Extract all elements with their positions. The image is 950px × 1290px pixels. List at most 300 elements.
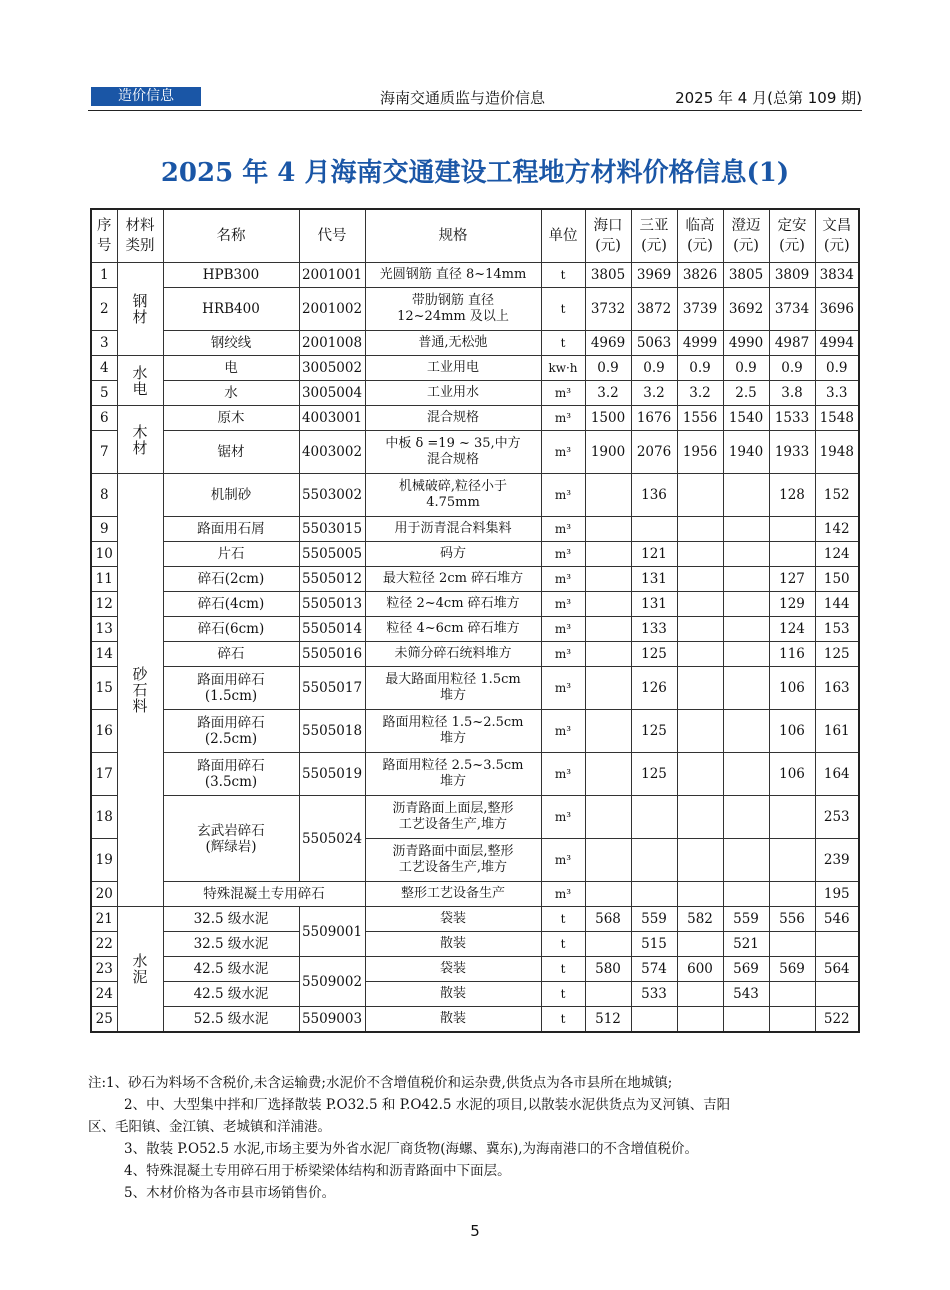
cell-name <box>163 982 299 1007</box>
header-haikou: 海口 (元) <box>585 209 631 263</box>
table-row <box>91 753 859 796</box>
cell-price: 0.9 <box>815 356 859 381</box>
cell-price: 546 <box>815 907 859 932</box>
cell-price: 600 <box>677 957 723 982</box>
cell-code: 5509001 <box>299 907 365 957</box>
table-row <box>91 542 859 567</box>
cell-unit: m³ <box>541 642 585 667</box>
cell-price: 4990 <box>723 331 769 356</box>
cell-code: 5505014 <box>299 617 365 642</box>
table-row <box>91 517 859 542</box>
cell-price: 2.5 <box>723 381 769 406</box>
cell-seq: 23 <box>91 957 117 982</box>
cell-name <box>163 907 299 932</box>
cell-price <box>677 667 723 710</box>
cell-price <box>723 517 769 542</box>
cell-price: 106 <box>769 710 815 753</box>
cell-line: 工艺设备生产,堆方 <box>398 860 508 875</box>
cell-line: 普通,无松弛 <box>418 335 488 350</box>
cell-price <box>585 839 631 882</box>
cell-price <box>723 542 769 567</box>
cell-price: 125 <box>815 642 859 667</box>
cell-unit: t <box>541 263 585 288</box>
cell-spec <box>365 331 541 356</box>
cell-price <box>585 542 631 567</box>
cell-seq: 12 <box>91 592 117 617</box>
cell-price <box>723 642 769 667</box>
table-row <box>91 796 859 839</box>
header-dingan: 定安 (元) <box>769 209 815 263</box>
table-row <box>91 617 859 642</box>
table-row <box>91 982 859 1007</box>
cell-line: 钢绞线 <box>210 335 252 351</box>
cell-seq: 9 <box>91 517 117 542</box>
cell-price: 1540 <box>723 406 769 431</box>
cell-code: 5509002 <box>299 957 365 1007</box>
cell-name <box>163 381 299 406</box>
cell-line: 最大粒径 2cm 碎石堆方 <box>382 571 524 586</box>
cell-spec <box>365 288 541 331</box>
cell-unit: m³ <box>541 381 585 406</box>
cell-line: 路面用粒径 1.5~2.5cm <box>382 715 524 730</box>
cell-unit: t <box>541 982 585 1007</box>
cell-price: 121 <box>631 542 677 567</box>
cell-unit: m³ <box>541 617 585 642</box>
cell-unit: m³ <box>541 542 585 567</box>
cell-price: 3.3 <box>815 381 859 406</box>
cell-price: 131 <box>631 567 677 592</box>
cell-price: 582 <box>677 907 723 932</box>
page-header <box>88 84 862 111</box>
cell-spec <box>365 542 541 567</box>
cell-price: 515 <box>631 932 677 957</box>
cell-price <box>769 982 815 1007</box>
cell-price <box>585 753 631 796</box>
cell-price <box>723 710 769 753</box>
table-row <box>91 567 859 592</box>
price-table <box>90 208 860 1033</box>
cell-price: 136 <box>631 474 677 517</box>
cell-line: HPB300 <box>202 267 260 283</box>
issue-info: 2025 年 4 月(总第 109 期) <box>675 89 862 107</box>
cell-price <box>723 796 769 839</box>
cell-spec <box>365 406 541 431</box>
cell-price: 533 <box>631 982 677 1007</box>
cell-price: 0.9 <box>631 356 677 381</box>
header-name: 名称 <box>163 209 299 263</box>
cell-name <box>163 1007 299 1033</box>
cell-spec <box>365 957 541 982</box>
cell-price: 3732 <box>585 288 631 331</box>
cell-line: 52.5 级水泥 <box>193 1011 269 1027</box>
cell-price: 131 <box>631 592 677 617</box>
cell-price: 568 <box>585 907 631 932</box>
table-row <box>91 592 859 617</box>
cell-price <box>585 932 631 957</box>
cell-price <box>769 517 815 542</box>
cell-line: 木 <box>132 422 148 441</box>
cell-line: 42.5 级水泥 <box>193 986 269 1002</box>
cell-spec <box>365 642 541 667</box>
cell-unit: m³ <box>541 567 585 592</box>
cell-spec <box>365 567 541 592</box>
table-row <box>91 406 859 431</box>
header-chengmai: 澄迈 (元) <box>723 209 769 263</box>
cell-price <box>723 567 769 592</box>
cell-unit: m³ <box>541 517 585 542</box>
cell-price: 163 <box>815 667 859 710</box>
cell-price: 3872 <box>631 288 677 331</box>
cell-unit: t <box>541 957 585 982</box>
cell-spec <box>365 710 541 753</box>
cell-price: 0.9 <box>677 356 723 381</box>
cell-seq: 13 <box>91 617 117 642</box>
cell-line: 12~24mm 及以上 <box>397 309 509 324</box>
cell-seq: 4 <box>91 356 117 381</box>
cell-name <box>163 567 299 592</box>
cell-line: 路面用石屑 <box>197 521 265 537</box>
cell-price: 150 <box>815 567 859 592</box>
cell-code: 2001001 <box>299 263 365 288</box>
cell-spec <box>365 882 541 907</box>
cell-unit: t <box>541 932 585 957</box>
cell-price <box>585 982 631 1007</box>
cell-line: 路面用粒径 2.5~3.5cm <box>382 758 524 773</box>
cell-unit: m³ <box>541 474 585 517</box>
header-category: 材料 类别 <box>117 209 163 263</box>
header-wenchang: 文昌 (元) <box>815 209 859 263</box>
cell-line: 碎石(2cm) <box>197 571 265 587</box>
cell-spec <box>365 667 541 710</box>
cell-line: 堆方 <box>439 774 466 789</box>
cell-unit: m³ <box>541 882 585 907</box>
cell-line: 水 <box>224 385 238 401</box>
cell-price: 195 <box>815 882 859 907</box>
cell-spec <box>365 907 541 932</box>
header-sanya: 三亚 (元) <box>631 209 677 263</box>
cell-seq: 18 <box>91 796 117 839</box>
cell-price: 0.9 <box>585 356 631 381</box>
cell-code: 5505013 <box>299 592 365 617</box>
cell-price: 3.8 <box>769 381 815 406</box>
cell-price: 164 <box>815 753 859 796</box>
cell-line: 最大路面用粒径 1.5cm <box>385 672 521 687</box>
cell-price: 129 <box>769 592 815 617</box>
cell-unit: t <box>541 1007 585 1033</box>
cell-price <box>815 982 859 1007</box>
cell-unit: kw·h <box>541 356 585 381</box>
cell-line: 沥青路面上面层,整形 <box>392 801 514 816</box>
cell-code: 5505016 <box>299 642 365 667</box>
cell-price: 125 <box>631 710 677 753</box>
cell-seq: 15 <box>91 667 117 710</box>
cell-name <box>163 542 299 567</box>
table-row <box>91 882 859 907</box>
cell-price: 0.9 <box>769 356 815 381</box>
cell-price <box>631 1007 677 1033</box>
cell-price <box>631 796 677 839</box>
cell-price <box>585 882 631 907</box>
cell-spec <box>365 839 541 882</box>
section-tag: 造价信息 <box>91 87 201 106</box>
cell-category <box>117 474 163 907</box>
cell-price <box>631 517 677 542</box>
cell-price <box>677 567 723 592</box>
cell-line: 材 <box>132 438 148 457</box>
cell-spec <box>365 517 541 542</box>
cell-code: 3005002 <box>299 356 365 381</box>
cell-name <box>163 882 365 907</box>
cell-seq: 7 <box>91 431 117 474</box>
cell-unit: m³ <box>541 406 585 431</box>
cell-name <box>163 753 299 796</box>
cell-price <box>723 839 769 882</box>
cell-price <box>723 882 769 907</box>
table-row <box>91 932 859 957</box>
cell-spec <box>365 617 541 642</box>
cell-price <box>769 882 815 907</box>
cell-seq: 16 <box>91 710 117 753</box>
cell-line: 整形工艺设备生产 <box>400 886 505 901</box>
cell-name <box>163 517 299 542</box>
cell-seq: 17 <box>91 753 117 796</box>
cell-line: HRB400 <box>202 301 260 317</box>
cell-line: 散装 <box>439 1011 466 1026</box>
cell-line: 水 <box>132 363 148 382</box>
cell-price: 522 <box>815 1007 859 1033</box>
cell-line: (2.5cm) <box>204 731 258 747</box>
cell-price: 128 <box>769 474 815 517</box>
cell-name <box>163 796 299 882</box>
cell-price: 116 <box>769 642 815 667</box>
cell-unit: t <box>541 288 585 331</box>
cell-seq: 1 <box>91 263 117 288</box>
cell-line: 材 <box>132 308 148 326</box>
cell-price <box>723 1007 769 1033</box>
cell-name <box>163 263 299 288</box>
cell-price: 3.2 <box>677 381 723 406</box>
cell-price <box>677 642 723 667</box>
cell-price <box>677 474 723 517</box>
cell-price: 4994 <box>815 331 859 356</box>
cell-code: 5505017 <box>299 667 365 710</box>
cell-price <box>723 617 769 642</box>
cell-price: 133 <box>631 617 677 642</box>
cell-price: 574 <box>631 957 677 982</box>
cell-line: 碎石(4cm) <box>197 596 265 612</box>
cell-line: (1.5cm) <box>204 688 258 704</box>
cell-line: 袋装 <box>439 911 466 926</box>
cell-line: 沥青路面中面层,整形 <box>392 844 514 859</box>
cell-name <box>163 710 299 753</box>
cell-seq: 11 <box>91 567 117 592</box>
cell-line: 混合规格 <box>426 410 479 425</box>
cell-price: 152 <box>815 474 859 517</box>
cell-price: 106 <box>769 667 815 710</box>
cell-line: 片石 <box>217 546 245 562</box>
table-row <box>91 907 859 932</box>
cell-price: 1548 <box>815 406 859 431</box>
cell-code: 2001008 <box>299 331 365 356</box>
cell-name <box>163 474 299 517</box>
cell-price: 569 <box>723 957 769 982</box>
cell-seq: 20 <box>91 882 117 907</box>
cell-line: 料 <box>132 697 148 715</box>
cell-line: 4.75mm <box>426 495 480 510</box>
cell-code: 5505005 <box>299 542 365 567</box>
cell-line: 42.5 级水泥 <box>193 961 269 977</box>
cell-price: 106 <box>769 753 815 796</box>
table-row <box>91 957 859 982</box>
cell-seq: 25 <box>91 1007 117 1033</box>
note-line: 3、散装 P.O52.5 水泥,市场主要为外省水泥厂商货物(海螺、冀东),为海南港口的不含增值税价。 <box>124 1141 699 1157</box>
cell-name <box>163 617 299 642</box>
cell-price: 569 <box>769 957 815 982</box>
cell-price: 144 <box>815 592 859 617</box>
header-code: 代号 <box>299 209 365 263</box>
cell-seq: 24 <box>91 982 117 1007</box>
cell-price <box>723 667 769 710</box>
cell-price <box>585 592 631 617</box>
cell-unit: m³ <box>541 839 585 882</box>
cell-line: 用于沥青混合料集料 <box>394 521 512 536</box>
cell-code: 2001002 <box>299 288 365 331</box>
cell-category <box>117 356 163 406</box>
cell-unit: t <box>541 907 585 932</box>
cell-price: 3805 <box>723 263 769 288</box>
cell-line: 机制砂 <box>210 487 252 503</box>
cell-line: 袋装 <box>439 961 466 976</box>
cell-price: 253 <box>815 796 859 839</box>
cell-line: 32.5 级水泥 <box>193 936 269 952</box>
cell-price <box>723 474 769 517</box>
cell-price: 1900 <box>585 431 631 474</box>
table-row <box>91 381 859 406</box>
cell-line: 粒径 2~4cm 碎石堆方 <box>386 596 520 611</box>
cell-line: 水 <box>132 952 148 970</box>
cell-price: 3826 <box>677 263 723 288</box>
cell-price: 3834 <box>815 263 859 288</box>
cell-price <box>585 667 631 710</box>
cell-price: 1500 <box>585 406 631 431</box>
cell-name <box>163 592 299 617</box>
cell-seq: 19 <box>91 839 117 882</box>
cell-line: 堆方 <box>439 688 466 703</box>
page-number: 5 <box>470 1222 480 1240</box>
cell-line: 带肋钢筋 直径 <box>411 293 495 308</box>
cell-price: 126 <box>631 667 677 710</box>
cell-line: 工业用电 <box>426 360 479 375</box>
cell-line: 原木 <box>217 410 245 426</box>
cell-line: (3.5cm) <box>204 774 258 790</box>
cell-line: 工艺设备生产,堆方 <box>398 817 508 832</box>
cell-code: 4003001 <box>299 406 365 431</box>
cell-line: 石 <box>132 681 148 699</box>
cell-price <box>585 567 631 592</box>
cell-name <box>163 957 299 982</box>
cell-price <box>585 796 631 839</box>
cell-line: 混合规格 <box>426 452 479 467</box>
cell-line: 机械破碎,粒径小于 <box>398 479 508 494</box>
cell-line: 泥 <box>132 968 148 986</box>
cell-spec <box>365 263 541 288</box>
cell-spec <box>365 356 541 381</box>
table-row <box>91 431 859 474</box>
cell-price <box>769 932 815 957</box>
cell-unit: t <box>541 331 585 356</box>
cell-name <box>163 431 299 474</box>
cell-price: 153 <box>815 617 859 642</box>
cell-price <box>769 796 815 839</box>
cell-price <box>677 542 723 567</box>
cell-line: 散装 <box>439 936 466 951</box>
header-unit: 单位 <box>541 209 585 263</box>
cell-price: 1556 <box>677 406 723 431</box>
cell-line: 32.5 级水泥 <box>193 911 269 927</box>
cell-price <box>769 839 815 882</box>
cell-price <box>585 517 631 542</box>
cell-price <box>631 882 677 907</box>
cell-line: 碎石 <box>217 646 245 662</box>
cell-name <box>163 356 299 381</box>
cell-price: 1940 <box>723 431 769 474</box>
cell-unit: m³ <box>541 753 585 796</box>
cell-seq: 5 <box>91 381 117 406</box>
cell-price: 3696 <box>815 288 859 331</box>
publication-name: 海南交通质监与造价信息 <box>380 89 546 107</box>
cell-price: 239 <box>815 839 859 882</box>
cell-spec <box>365 932 541 957</box>
cell-spec <box>365 474 541 517</box>
cell-price <box>677 710 723 753</box>
cell-line: 中板 δ =19 ~ 35,中方 <box>385 436 521 451</box>
cell-seq: 14 <box>91 642 117 667</box>
cell-name <box>163 288 299 331</box>
cell-line: 粒径 4~6cm 碎石堆方 <box>386 621 520 636</box>
cell-price: 1956 <box>677 431 723 474</box>
cell-price: 3809 <box>769 263 815 288</box>
table-row <box>91 288 859 331</box>
cell-price: 124 <box>815 542 859 567</box>
cell-price <box>585 710 631 753</box>
cell-seq: 3 <box>91 331 117 356</box>
cell-category <box>117 263 163 356</box>
cell-spec <box>365 753 541 796</box>
cell-price: 3.2 <box>631 381 677 406</box>
cell-category <box>117 406 163 474</box>
cell-price: 1533 <box>769 406 815 431</box>
note-line: 4、特殊混凝土专用碎石用于桥梁梁体结构和沥青路面中下面层。 <box>124 1163 511 1179</box>
note-line: 5、木材价格为各市县市场销售价。 <box>124 1185 336 1201</box>
cell-code: 5509003 <box>299 1007 365 1033</box>
cell-line: 特殊混凝土专用碎石 <box>203 886 325 902</box>
cell-price: 2076 <box>631 431 677 474</box>
cell-price <box>677 592 723 617</box>
cell-seq: 2 <box>91 288 117 331</box>
cell-name <box>163 667 299 710</box>
table-row <box>91 667 859 710</box>
cell-price: 125 <box>631 642 677 667</box>
cell-price: 1933 <box>769 431 815 474</box>
cell-line: 碎石(6cm) <box>197 621 265 637</box>
cell-price: 124 <box>769 617 815 642</box>
cell-price: 556 <box>769 907 815 932</box>
cell-code: 5505012 <box>299 567 365 592</box>
cell-price <box>585 642 631 667</box>
cell-price <box>677 932 723 957</box>
cell-line: 堆方 <box>439 731 466 746</box>
cell-code: 3005004 <box>299 381 365 406</box>
